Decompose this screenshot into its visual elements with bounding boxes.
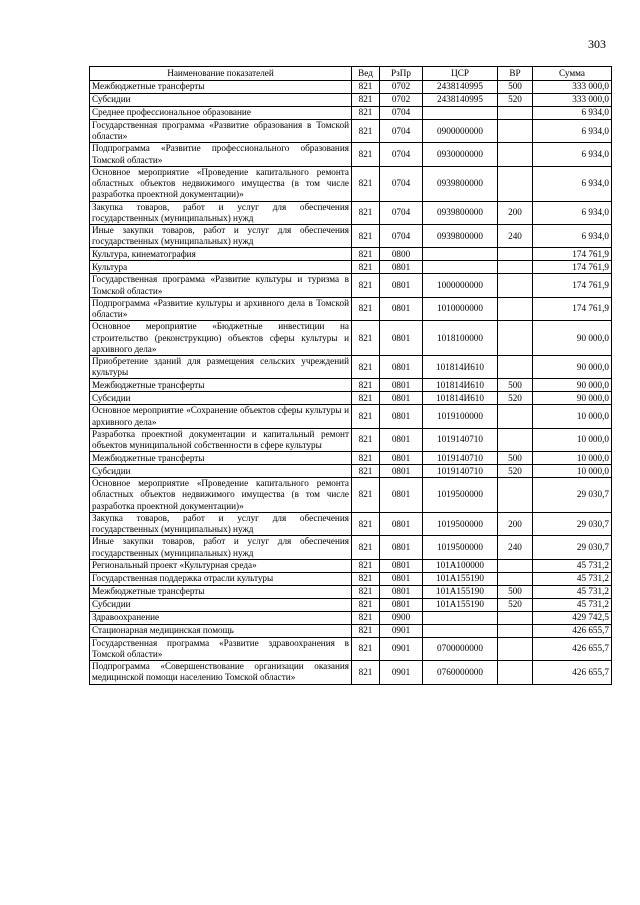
header-sum: Сумма [533,67,612,81]
cell-rzpr: 0801 [380,392,423,405]
cell-vr: 520 [498,392,533,405]
table-row [90,572,612,585]
cell-name: Государственная программа «Развитие здравоохранения в Томской области» [90,637,352,660]
cell-sum: 174 761,9 [533,274,612,297]
cell-name: Субсидии [90,94,352,107]
cell-sum: 10 000,0 [533,452,612,465]
cell-sum: 90 000,0 [533,321,612,356]
cell-rzpr: 0901 [380,637,423,660]
cell-vr: 500 [498,81,533,94]
cell-rzpr: 0801 [380,297,423,320]
cell-name: Основное мероприятие «Проведение капитального ремонта областных объектов недвижимого имущества (в том числе разработка проектной документации)» [90,478,352,513]
cell-ved: 821 [352,297,380,320]
cell-rzpr: 0801 [380,452,423,465]
cell-csr: 101814И610 [423,355,498,378]
cell-name: Иные закупки товаров, работ и услуг для обеспечения государственных (муниципальных) нужд [90,536,352,559]
cell-name: Основное мероприятие «Бюджетные инвестиции на строительство (реконструкцию) объектов сферы культуры и архивного дела» [90,321,352,356]
cell-vr [498,274,533,297]
cell-rzpr: 0801 [380,585,423,598]
cell-vr: 200 [498,512,533,535]
cell-rzpr: 0704 [380,107,423,120]
cell-vr [498,297,533,320]
header-ved: Вед [352,67,380,81]
cell-vr: 500 [498,585,533,598]
cell-vr: 500 [498,379,533,392]
cell-vr [498,428,533,451]
cell-ved: 821 [352,536,380,559]
cell-rzpr: 0801 [380,274,423,297]
cell-rzpr: 0801 [380,405,423,428]
cell-vr [498,661,533,684]
cell-ved: 821 [352,274,380,297]
cell-sum: 426 655,7 [533,624,612,637]
cell-rzpr: 0801 [380,428,423,451]
cell-name: Государственная программа «Развитие образования в Томской области» [90,120,352,143]
cell-csr: 0939800000 [423,224,498,247]
cell-ved: 821 [352,355,380,378]
cell-ved: 821 [352,452,380,465]
cell-vr [498,611,533,624]
cell-vr [498,624,533,637]
table-row [90,405,612,428]
header-vr: ВР [498,67,533,81]
cell-name: Культура [90,261,352,274]
table-header [90,67,612,81]
cell-vr: 520 [498,465,533,478]
cell-csr: 0700000000 [423,637,498,660]
cell-vr [498,559,533,572]
cell-ved: 821 [352,637,380,660]
cell-csr: 1019100000 [423,405,498,428]
cell-ved: 821 [352,661,380,684]
cell-ved: 821 [352,624,380,637]
cell-rzpr: 0702 [380,94,423,107]
cell-rzpr: 0704 [380,201,423,224]
cell-vr [498,405,533,428]
table-row [90,120,612,143]
table-row [90,355,612,378]
cell-ved: 821 [352,512,380,535]
cell-name: Среднее профессиональное образование [90,107,352,120]
table-row [90,321,612,356]
cell-vr [498,248,533,261]
cell-csr [423,107,498,120]
cell-name: Основное мероприятие «Проведение капитального ремонта областных объектов недвижимого имущества (в том числе разработка проектной документации)» [90,166,352,201]
cell-rzpr: 0801 [380,261,423,274]
cell-csr: 1019140710 [423,452,498,465]
cell-csr [423,624,498,637]
table-body [90,81,612,685]
cell-sum: 45 731,2 [533,572,612,585]
cell-ved: 821 [352,392,380,405]
cell-rzpr: 0801 [380,536,423,559]
cell-name: Субсидии [90,598,352,611]
table-row [90,224,612,247]
cell-sum: 29 030,7 [533,478,612,513]
cell-name: Региональный проект «Культурная среда» [90,559,352,572]
cell-rzpr: 0801 [380,478,423,513]
cell-csr: 2438140995 [423,94,498,107]
table-row [90,611,612,624]
cell-csr: 101A155190 [423,572,498,585]
cell-vr: 500 [498,452,533,465]
cell-name: Разработка проектной документации и капитальный ремонт объектов муниципальной собственности в сфере культуры [90,428,352,451]
cell-sum: 426 655,7 [533,661,612,684]
cell-name: Подпрограмма «Развитие профессионального образования Томской области» [90,143,352,166]
cell-vr [498,166,533,201]
table-row [90,465,612,478]
table-row [90,624,612,637]
cell-vr [498,261,533,274]
table-row [90,598,612,611]
table-row [90,107,612,120]
cell-sum: 6 934,0 [533,224,612,247]
table-row [90,512,612,535]
cell-csr: 1019140710 [423,428,498,451]
table-row [90,392,612,405]
cell-sum: 6 934,0 [533,120,612,143]
cell-ved: 821 [352,166,380,201]
cell-vr: 240 [498,224,533,247]
cell-name: Культура, кинематография [90,248,352,261]
table-row [90,585,612,598]
cell-sum: 333 000,0 [533,81,612,94]
cell-csr [423,611,498,624]
cell-ved: 821 [352,201,380,224]
cell-ved: 821 [352,261,380,274]
table-row [90,201,612,224]
cell-rzpr: 0801 [380,355,423,378]
cell-sum: 29 030,7 [533,512,612,535]
cell-vr [498,637,533,660]
cell-rzpr: 0704 [380,120,423,143]
cell-sum: 429 742,5 [533,611,612,624]
cell-name: Подпрограмма «Развитие культуры и архивного дела в Томской области» [90,297,352,320]
cell-rzpr: 0901 [380,624,423,637]
table-row [90,478,612,513]
cell-csr: 1019140710 [423,465,498,478]
cell-ved: 821 [352,321,380,356]
cell-csr: 0939800000 [423,201,498,224]
table-row [90,379,612,392]
cell-name: Субсидии [90,392,352,405]
cell-ved: 821 [352,559,380,572]
cell-rzpr: 0801 [380,321,423,356]
cell-sum: 45 731,2 [533,559,612,572]
header-csr: ЦСР [423,67,498,81]
cell-csr: 101A155190 [423,585,498,598]
cell-ved: 821 [352,478,380,513]
cell-vr: 200 [498,201,533,224]
header-name: Наименование показателей [90,67,352,81]
cell-rzpr: 0704 [380,166,423,201]
cell-sum: 29 030,7 [533,536,612,559]
table-row [90,297,612,320]
cell-name: Основное мероприятие «Сохранение объектов сферы культуры и архивного дела» [90,405,352,428]
table-row [90,143,612,166]
cell-name: Закупка товаров, работ и услуг для обеспечения государственных (муниципальных) нужд [90,201,352,224]
cell-csr: 1018100000 [423,321,498,356]
cell-ved: 821 [352,94,380,107]
cell-name: Межбюджетные трансферты [90,585,352,598]
cell-vr [498,143,533,166]
cell-rzpr: 0901 [380,661,423,684]
cell-ved: 821 [352,585,380,598]
cell-vr [498,321,533,356]
cell-csr [423,261,498,274]
cell-vr: 520 [498,598,533,611]
header-rzpr: РзПр [380,67,423,81]
cell-rzpr: 0801 [380,598,423,611]
cell-ved: 821 [352,405,380,428]
cell-csr: 1019500000 [423,512,498,535]
cell-rzpr: 0704 [380,224,423,247]
cell-csr: 101A100000 [423,559,498,572]
cell-sum: 10 000,0 [533,428,612,451]
cell-sum: 174 761,9 [533,248,612,261]
cell-sum: 45 731,2 [533,598,612,611]
cell-sum: 174 761,9 [533,261,612,274]
cell-name: Приобретение зданий для размещения сельских учреждений культуры [90,355,352,378]
cell-ved: 821 [352,81,380,94]
budget-table [89,66,612,685]
cell-name: Закупка товаров, работ и услуг для обеспечения государственных (муниципальных) нужд [90,512,352,535]
table-row [90,274,612,297]
cell-csr: 0939800000 [423,166,498,201]
cell-csr: 0760000000 [423,661,498,684]
cell-csr: 1019500000 [423,536,498,559]
cell-sum: 6 934,0 [533,201,612,224]
cell-name: Межбюджетные трансферты [90,452,352,465]
cell-vr: 240 [498,536,533,559]
cell-sum: 6 934,0 [533,166,612,201]
cell-sum: 90 000,0 [533,355,612,378]
cell-sum: 90 000,0 [533,392,612,405]
table-row [90,94,612,107]
cell-ved: 821 [352,598,380,611]
cell-csr: 1010000000 [423,297,498,320]
table-row [90,166,612,201]
cell-csr: 0930000000 [423,143,498,166]
table-row [90,261,612,274]
cell-name: Здравоохранение [90,611,352,624]
cell-csr: 0900000000 [423,120,498,143]
table-row [90,248,612,261]
cell-vr [498,478,533,513]
cell-sum: 6 934,0 [533,143,612,166]
table-row [90,661,612,684]
cell-sum: 6 934,0 [533,107,612,120]
cell-name: Межбюджетные трансферты [90,81,352,94]
table-row [90,452,612,465]
cell-ved: 821 [352,428,380,451]
cell-csr: 1000000000 [423,274,498,297]
cell-name: Государственная программа «Развитие культуры и туризма в Томской области» [90,274,352,297]
cell-csr: 101814И610 [423,379,498,392]
table-row [90,559,612,572]
cell-vr [498,572,533,585]
cell-vr: 520 [498,94,533,107]
cell-rzpr: 0801 [380,559,423,572]
cell-sum: 90 000,0 [533,379,612,392]
cell-name: Субсидии [90,465,352,478]
cell-rzpr: 0800 [380,248,423,261]
cell-rzpr: 0801 [380,512,423,535]
cell-name: Межбюджетные трансферты [90,379,352,392]
table-row [90,428,612,451]
page-number: 303 [588,37,606,51]
cell-csr: 2438140995 [423,81,498,94]
cell-name: Подпрограмма «Совершенствование организации оказания медицинской помощи населению Томской области» [90,661,352,684]
cell-ved: 821 [352,224,380,247]
cell-ved: 821 [352,143,380,166]
cell-sum: 174 761,9 [533,297,612,320]
cell-rzpr: 0801 [380,465,423,478]
cell-ved: 821 [352,611,380,624]
cell-ved: 821 [352,107,380,120]
cell-name: Государственная поддержка отрасли культуры [90,572,352,585]
cell-vr [498,107,533,120]
cell-rzpr: 0702 [380,81,423,94]
cell-ved: 821 [352,572,380,585]
cell-sum: 45 731,2 [533,585,612,598]
cell-name: Стационарная медицинская помощь [90,624,352,637]
table-row [90,536,612,559]
cell-rzpr: 0801 [380,379,423,392]
cell-csr: 101A155190 [423,598,498,611]
cell-rzpr: 0704 [380,143,423,166]
table-row [90,637,612,660]
cell-csr [423,248,498,261]
table-row [90,81,612,94]
cell-vr [498,355,533,378]
cell-vr [498,120,533,143]
cell-name: Иные закупки товаров, работ и услуг для обеспечения государственных (муниципальных) нужд [90,224,352,247]
cell-sum: 426 655,7 [533,637,612,660]
cell-rzpr: 0801 [380,572,423,585]
cell-csr: 101814И610 [423,392,498,405]
cell-ved: 821 [352,120,380,143]
cell-ved: 821 [352,465,380,478]
cell-sum: 10 000,0 [533,465,612,478]
cell-rzpr: 0900 [380,611,423,624]
cell-sum: 10 000,0 [533,405,612,428]
cell-sum: 333 000,0 [533,94,612,107]
cell-ved: 821 [352,248,380,261]
cell-csr: 1019500000 [423,478,498,513]
cell-ved: 821 [352,379,380,392]
